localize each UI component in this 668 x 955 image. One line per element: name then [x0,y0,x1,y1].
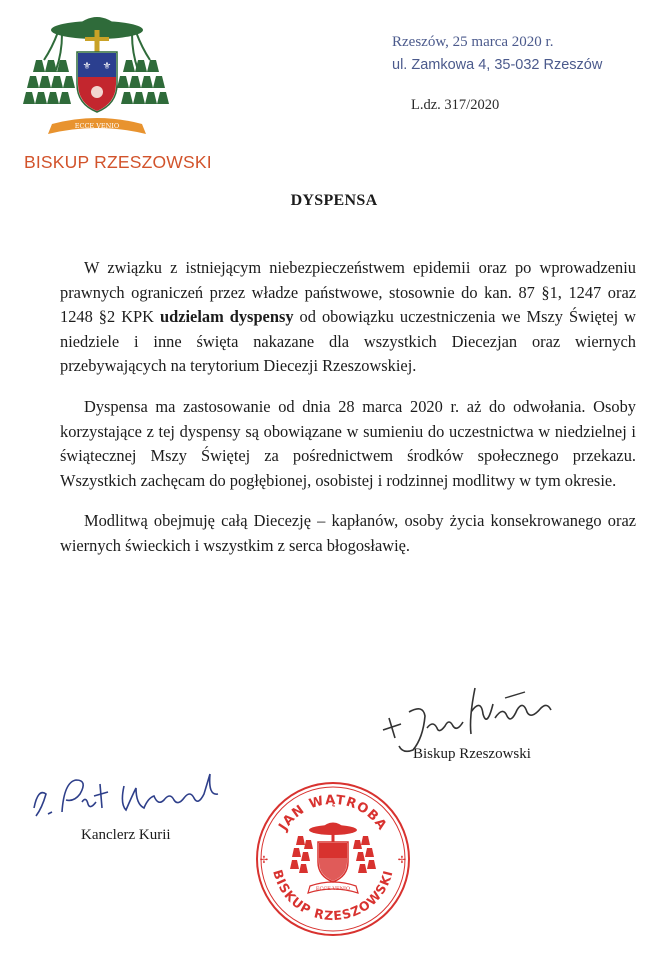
document-title: DYSPENSA [290,192,378,209]
paragraph-1-text-a: W związku z istniejącym niebezpieczeństwem epidemii oraz po wprowadzeniu prawnych ograniczeń przez władze państwowe, stosownie do kan. 87 §1, 1247 oraz 1248 §2 KPK [60,258,636,327]
svg-text:✢: ✢ [259,855,269,866]
paragraph-2: Dyspensa ma zastosowanie od dnia 28 marca 2020 r. aż do odwołania. Osoby korzystające z tej dyspensy są obowiązane w sumieniu do uczestnictwa w niedzielnej i świątecznej Mszy Świętej za pośrednictwem środków społecznego przekazu. Wszystkich zachęcam do pogłębionej, osobistej i rodzinnej modlitwy w tym okresie. [60,396,636,490]
stamp-motto: ECCE VENIO [315,886,351,892]
svg-text:⚜: ⚜ [102,61,112,72]
stamp-bottom-text: BISKUP RZESZOWSKI [270,867,396,924]
paragraph-1 [60,256,636,379]
paragraph-1-text-b: od obowiązku uczestniczenia we Mszy Świętej w niedziele i inne święta nakazane dla wszystkich Diecezjan oraz wiernych przebywających na terytorium Diecezji Rzeszowskiej. [60,307,637,376]
arms-caption: BISKUP RZESZOWSKI [24,152,212,172]
date-line: Rzeszów, 25 marca 2020 r. [392,34,554,50]
paragraph-3: Modlitwą obejmuję całą Diecezję – kapłanów, osoby życia konsekrowanego oraz wiernych świeckich i wszystkim z serca błogosławię. [60,511,636,555]
chancellor-signature [30,762,240,822]
official-stamp [254,780,412,938]
arms-motto: ECCE VENIO [74,122,120,130]
address-line: ul. Zamkowa 4, 35-032 Rzeszów [392,57,603,73]
paragraph-1-bold: udzielam dyspensy [160,307,294,327]
bishop-label: Biskup Rzeszowski [413,746,531,762]
coat-of-arms-logo [22,8,172,153]
document-body [60,256,636,575]
stamp-top-text: JAN WĄTROBA [276,792,390,834]
svg-text:⚜: ⚜ [82,61,92,72]
chancellor-label: Kanclerz Kurii [81,827,171,843]
reference-number: L.dz. 317/2020 [411,97,500,113]
svg-text:✢: ✢ [397,855,407,866]
